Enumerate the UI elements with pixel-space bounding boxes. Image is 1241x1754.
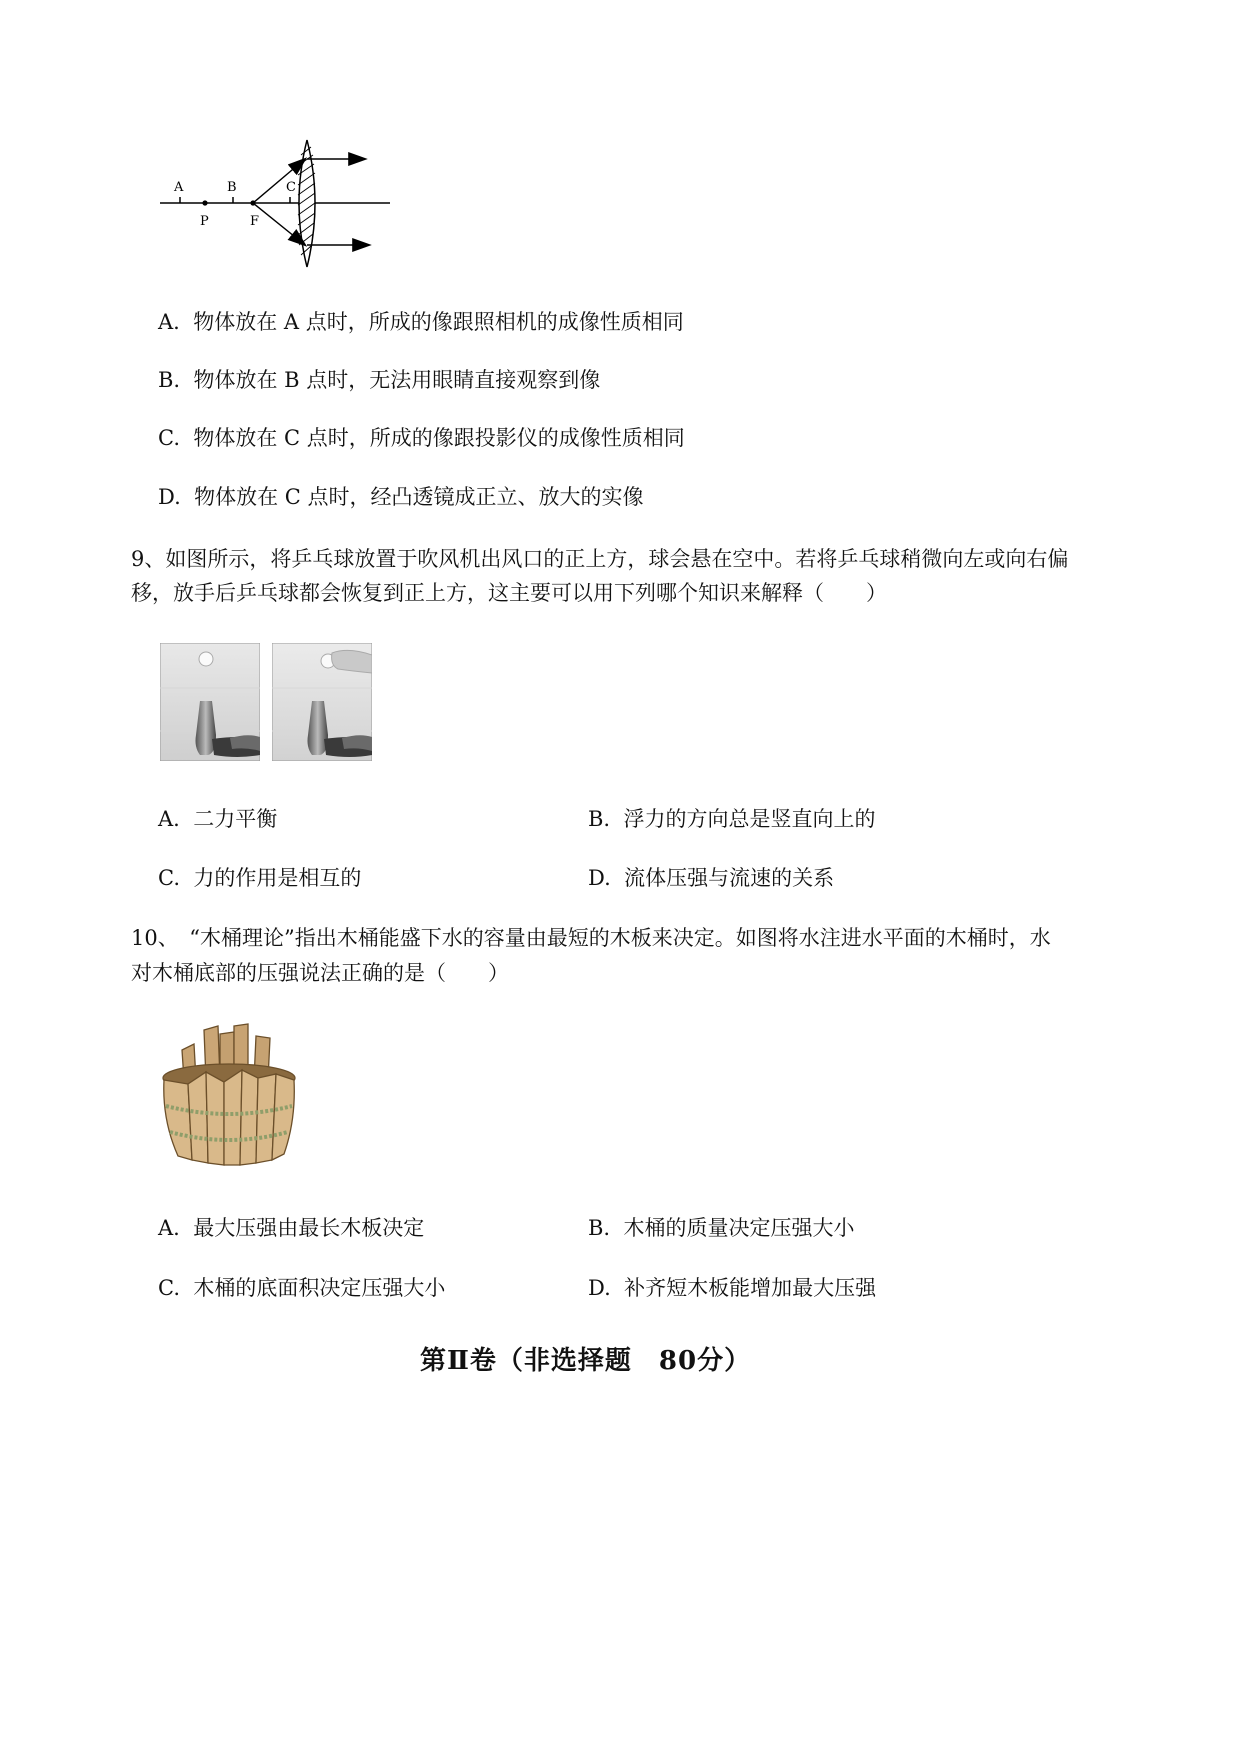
option-text: 物体放在 B 点时，无法用眼睛直接观察到像 — [193, 368, 601, 392]
q8-option-c — [158, 422, 685, 452]
option-letter: D. — [588, 866, 611, 890]
option-letter: D. — [158, 485, 181, 509]
q10-option-d — [588, 1272, 876, 1302]
option-text: 物体放在 A 点时，所成的像跟照相机的成像性质相同 — [193, 310, 684, 334]
wooden-bucket-figure — [158, 1020, 300, 1170]
label-b: B — [227, 180, 237, 195]
option-letter: B. — [588, 1216, 611, 1240]
option-letter: C. — [158, 426, 180, 450]
q10-stem-line1: 10、 “木桶理论”指出木桶能盛下水的容量由最短的木板来决定。如图将水注进水平面的木桶时，水 — [131, 926, 1051, 950]
option-text: 力的作用是相互的 — [193, 866, 362, 890]
q10-option-c — [158, 1272, 445, 1302]
option-letter: C. — [158, 866, 180, 890]
q9-stem-line2: 移，放手后乒乓球都会恢复到正上方，这主要可以用下列哪个知识来解释（ ） — [131, 581, 887, 605]
option-text: 木桶的底面积决定压强大小 — [193, 1276, 446, 1300]
option-letter: A. — [158, 807, 180, 831]
option-letter: A. — [158, 310, 180, 334]
label-p: P — [200, 214, 209, 229]
convex-lens-diagram — [155, 135, 400, 275]
q10-option-a — [158, 1212, 424, 1242]
q9-option-b — [588, 803, 875, 833]
label-c: C — [286, 180, 296, 195]
q9-option-d — [588, 862, 834, 892]
option-text: 浮力的方向总是竖直向上的 — [623, 807, 876, 831]
q8-option-d — [158, 481, 644, 511]
label-f: F — [250, 214, 260, 229]
option-text: 木桶的质量决定压强大小 — [623, 1216, 855, 1240]
option-letter: B. — [588, 807, 611, 831]
q10-stem-line2: 对木桶底部的压强说法正确的是（ ） — [131, 961, 509, 985]
option-letter: D. — [588, 1276, 611, 1300]
q10-option-b — [588, 1212, 854, 1242]
option-text: 补齐短木板能增加最大压强 — [624, 1276, 877, 1300]
hair-dryer-photo-right — [272, 643, 372, 761]
q9-option-a — [158, 803, 277, 833]
option-text: 物体放在 C 点时，所成的像跟投影仪的成像性质相同 — [193, 426, 685, 450]
option-letter: B. — [158, 368, 181, 392]
option-text: 最大压强由最长木板决定 — [193, 1216, 425, 1240]
section-title: 第Ⅱ卷（非选择题 80分） — [420, 1346, 752, 1376]
label-a: A — [174, 180, 184, 195]
option-text: 流体压强与流速的关系 — [624, 866, 835, 890]
q9-stem-line1: 9、如图所示，将乒乓球放置于吹风机出风口的正上方，球会悬在空中。若将乒乓球稍微向左或向右偏 — [131, 547, 1069, 571]
option-text: 二力平衡 — [193, 807, 278, 831]
q9-option-c — [158, 862, 361, 892]
q8-option-b — [158, 364, 600, 394]
option-letter: C. — [158, 1276, 180, 1300]
hair-dryer-photo-left — [160, 643, 260, 761]
q8-option-a — [158, 306, 684, 336]
option-text: 物体放在 C 点时，经凸透镜成正立、放大的实像 — [194, 485, 644, 509]
option-letter: A. — [158, 1216, 180, 1240]
